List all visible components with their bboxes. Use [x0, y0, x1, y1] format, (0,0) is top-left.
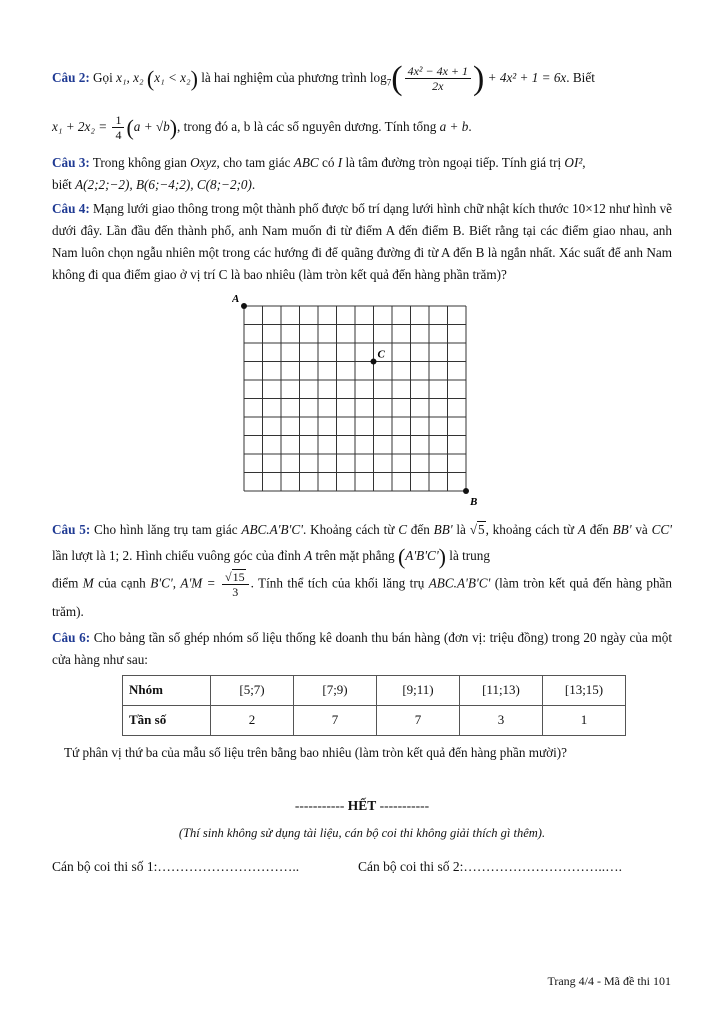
- table-cell: [9;11): [377, 675, 460, 705]
- question-5: Câu 5: Cho hình lăng trụ tam giác ABC.A'B'C'. Khoảng cách từ C đến BB' là √5, khoảng cách từ A đến BB' và CC' lần lượt là 1; 2. Hình chiếu vuông góc của đỉnh A trên mặt phẳng (A'B'C') là trung điểm M của cạnh B'C', A'M = $\frac{√15}{3}$ . Tính thể tích của khối lăng trụ ABC.A'B'C' (làm tròn kết quả đến hàng phần trăm).: [52, 521, 673, 619]
- exam-note: (Thí sinh không sử dụng tài liệu, cán bộ coi thi không giải thích gì thêm).: [178, 825, 546, 840]
- question-4-label: Câu 4:: [52, 200, 90, 216]
- table-header-frequency: Tần số: [123, 705, 211, 735]
- table-cell: [5;7): [211, 675, 294, 705]
- am-fraction: $\frac{√15}{3}$: [222, 570, 249, 599]
- point-b-label: B: [470, 495, 478, 508]
- table-cell: [13;15): [543, 675, 626, 705]
- proctor-2: Cán bộ coi thi số 2:…………………………..….: [358, 858, 622, 874]
- question-3: Câu 3: Trong không gian Oxyz, cho tam giác ABC có I là tâm đường tròn ngoại tiếp. Tính giá trị OI², biết A(2;2;−2), B(6;−4;2), C(8;−2;0).: [52, 154, 586, 192]
- point-b-dot: [463, 488, 469, 494]
- point-c-dot: [371, 358, 377, 364]
- table-cell: 3: [460, 705, 543, 735]
- question-4: Câu 4: Mạng lưới giao thông trong một thành phố được bố trí dạng lưới hình chữ nhật kích thước 10×12 như hình vẽ dưới đây. Lần đầu đến thành phố, anh Nam muốn đi từ điểm A đến điểm B. Biết rằng tại các điểm giao nhau, anh Nam luôn chọn ngẫu nhiên một trong các hướng đi để quãng đường đi từ A đến B là ngắn nhất. Xác suất để anh Nam không đi qua điểm giao ở vị trí C là bao nhiêu (làm tròn kết quả đến hàng phần trăm)?: [52, 200, 673, 282]
- question-6-ask: Tứ phân vị thứ ba của mẫu số liệu trên bằng bao nhiêu (làm tròn kết quả đến hàng phần mười)?: [64, 744, 568, 760]
- point-c-label: C: [377, 348, 385, 361]
- question-6: Câu 6: Cho bảng tần số ghép nhóm số liệu thống kê doanh thu bán hàng (đơn vị: triệu đồng) trong 20 ngày của một cửa hàng như sau:: [52, 629, 672, 667]
- question-3-label: Câu 3:: [52, 154, 90, 170]
- point-a-dot: [241, 303, 247, 309]
- road-grid: [232, 294, 492, 509]
- proctor-signatures: [52, 859, 672, 875]
- end-marker: ----------- HẾT -----------: [294, 797, 430, 813]
- table-cell: [11;13): [460, 675, 543, 705]
- quarter-fraction: $\frac{1}{4}$: [112, 113, 124, 142]
- question-2: Câu 2: Gọi x₁, x₂ (x₁ < x₂) là hai nghiệm của phương trình $\log_7$( $\frac{\text{4x² − 4x + 1}}{2x}$ ) + 4x² + 1 = 6x. Biết x₁ + 2x₂ = $\frac{1}{4}$ (a + √b), trong đó a, b là các số nguyên dương. Tính tổng a + b.: [52, 59, 595, 143]
- table-row: [123, 675, 626, 705]
- table-header-group: Nhóm: [123, 675, 211, 705]
- exam-page: [52, 56, 672, 875]
- page-footer: Trang 4/4 - Mã đề thi 101: [547, 974, 671, 988]
- table-cell: 7: [294, 705, 377, 735]
- point-a-label: A: [232, 293, 240, 305]
- question-6-label: Câu 6:: [52, 629, 91, 645]
- table-cell: 2: [211, 705, 294, 735]
- log-fraction: $\frac{\text{4x² − 4x + 1}}{2x}$: [405, 64, 471, 93]
- frequency-table: [122, 675, 626, 736]
- table-row: [123, 705, 626, 735]
- table-cell: 7: [377, 705, 460, 735]
- question-5-label: Câu 5:: [52, 521, 91, 537]
- road-grid-figure: [232, 294, 492, 509]
- table-cell: 1: [543, 705, 626, 735]
- proctor-1: Cán bộ coi thi số 1:…………………………..: [52, 858, 300, 874]
- table-cell: [7;9): [294, 675, 377, 705]
- question-2-label: Câu 2:: [52, 70, 90, 85]
